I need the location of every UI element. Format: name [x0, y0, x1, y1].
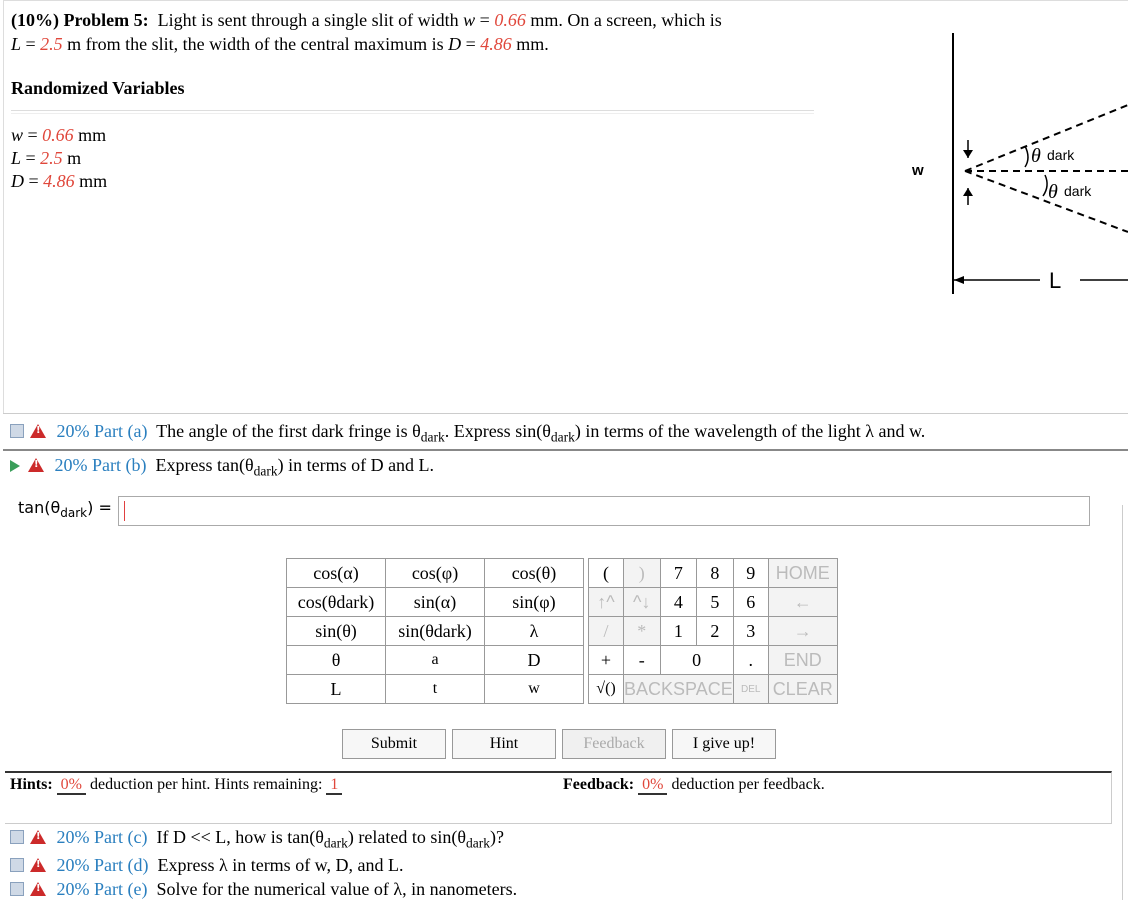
key-6[interactable]: 6	[733, 588, 768, 617]
key-backspace[interactable]: BACKSPACE	[624, 675, 734, 704]
var-D: D = 4.86 mm	[11, 171, 108, 191]
text-caret	[124, 501, 125, 521]
key-1[interactable]: 1	[660, 617, 697, 646]
key-cos-phi[interactable]: cos(φ)	[386, 559, 485, 588]
key-3[interactable]: 3	[733, 617, 768, 646]
part-d-row[interactable]: ! 20% Part (d) Express λ in terms of w, D, and L.	[10, 851, 404, 879]
feedback-button[interactable]: Feedback	[562, 729, 666, 759]
key-D[interactable]: D	[485, 646, 584, 675]
numeric-keypad	[588, 558, 838, 704]
diagram-L-label: L	[1049, 268, 1062, 293]
warning-icon	[30, 882, 46, 896]
answer-label: $\tan(\theta_{dark})$ =	[18, 498, 112, 521]
key-7[interactable]: 7	[660, 559, 697, 588]
key-left-arrow[interactable]: ←	[768, 588, 837, 617]
part-d-label: 20% Part (d)	[56, 855, 149, 875]
slit-diagram	[900, 30, 1128, 330]
key-del[interactable]: DEL	[733, 675, 768, 704]
divider	[3, 413, 1128, 414]
warning-icon	[30, 858, 46, 872]
feedback-status: Feedback: 0% deduction per feedback.	[563, 776, 825, 793]
key-cos-alpha[interactable]: cos(α)	[287, 559, 386, 588]
variable-keypad	[286, 558, 584, 704]
problem-label: Problem 5:	[63, 10, 149, 30]
key-end[interactable]: END	[768, 646, 837, 675]
key-4[interactable]: 4	[660, 588, 697, 617]
key-decimal[interactable]: .	[733, 646, 768, 675]
key-w[interactable]: w	[485, 675, 584, 704]
key-L[interactable]: L	[287, 675, 386, 704]
var-w: w = 0.66 mm	[11, 125, 107, 145]
hint-button[interactable]: Hint	[452, 729, 556, 759]
hints-status: Hints: 0% deduction per hint. Hints remaining: 1	[10, 776, 342, 794]
var-L: L = 2.5 m	[11, 148, 82, 168]
key-home[interactable]: HOME	[768, 559, 837, 588]
scroll-edge	[1122, 505, 1128, 900]
diagram-theta-upper: θ	[1031, 145, 1041, 167]
part-c-label: 20% Part (c)	[56, 827, 148, 847]
collapse-icon[interactable]	[10, 424, 24, 438]
expand-arrow-icon[interactable]	[10, 460, 20, 472]
key-lambda[interactable]: λ	[485, 617, 584, 646]
collapse-icon[interactable]	[10, 858, 24, 872]
key-t[interactable]: t	[386, 675, 485, 704]
diagram-w-label: w	[912, 162, 924, 179]
key-8[interactable]: 8	[697, 559, 734, 588]
key-sqrt[interactable]: √()	[589, 675, 624, 704]
part-b-row[interactable]: ! 20% Part (b) Express $\tan(\theta_{dark})$ in terms of D and L.	[10, 451, 434, 479]
part-a-label: 20% Part (a)	[56, 421, 148, 441]
key-cos-theta-dark[interactable]: cos(θdark)	[287, 588, 386, 617]
diagram-dark-upper: dark	[1047, 147, 1075, 163]
key-divide[interactable]: /	[589, 617, 624, 646]
key-minus[interactable]: -	[624, 646, 661, 675]
key-plus[interactable]: +	[589, 646, 624, 675]
diagram-theta-lower: θ	[1048, 181, 1058, 203]
key-right-arrow[interactable]: →	[768, 617, 837, 646]
key-close-paren[interactable]: )	[624, 559, 661, 588]
part-a-row[interactable]: ! 20% Part (a) The angle of the first dark fringe is $\theta_{dark}$. Express $\sin(\theta_{dark})$ in terms of the wavelength of the light λ and w.	[10, 417, 925, 445]
key-2[interactable]: 2	[697, 617, 734, 646]
part-e-row[interactable]: ! 20% Part (e) Solve for the numerical value of λ, in nanometers.	[10, 875, 517, 903]
key-cos-theta[interactable]: cos(θ)	[485, 559, 584, 588]
warning-icon	[30, 830, 46, 844]
answer-input[interactable]	[118, 496, 1090, 526]
problem-statement: (10%) Problem 5: Light is sent through a single slit of width w = 0.66 mm. On a screen, which is L = 2.5 m from the slit, the width of the central maximum is D = 4.86 mm.	[11, 10, 722, 54]
problem-weight: (10%)	[11, 10, 59, 30]
key-0[interactable]: 0	[660, 646, 733, 675]
key-multiply[interactable]: *	[624, 617, 661, 646]
key-5[interactable]: 5	[697, 588, 734, 617]
key-sin-theta-dark[interactable]: sin(θdark)	[386, 617, 485, 646]
key-clear[interactable]: CLEAR	[768, 675, 837, 704]
key-sin-theta[interactable]: sin(θ)	[287, 617, 386, 646]
key-sin-phi[interactable]: sin(φ)	[485, 588, 584, 617]
warning-icon	[28, 458, 44, 472]
part-c-row[interactable]: ! 20% Part (c) If D << L, how is $\tan(\theta_{dark})$ related to $\sin(\theta_{dark})$?	[10, 823, 504, 851]
key-up-power[interactable]: ↑^	[589, 588, 624, 617]
key-sin-alpha[interactable]: sin(α)	[386, 588, 485, 617]
randomized-variables-title: Randomized Variables	[11, 78, 185, 98]
key-open-paren[interactable]: (	[589, 559, 624, 588]
part-e-label: 20% Part (e)	[56, 879, 148, 899]
give-up-button[interactable]: I give up!	[672, 729, 776, 759]
collapse-icon[interactable]	[10, 830, 24, 844]
collapse-icon[interactable]	[10, 882, 24, 896]
key-theta[interactable]: θ	[287, 646, 386, 675]
key-a[interactable]: a	[386, 646, 485, 675]
key-9[interactable]: 9	[733, 559, 768, 588]
divider	[11, 110, 814, 114]
warning-icon	[30, 424, 46, 438]
key-down-power[interactable]: ^↓	[624, 588, 661, 617]
submit-button[interactable]: Submit	[342, 729, 446, 759]
part-b-label: 20% Part (b)	[54, 455, 147, 475]
diagram-dark-lower: dark	[1064, 183, 1092, 199]
